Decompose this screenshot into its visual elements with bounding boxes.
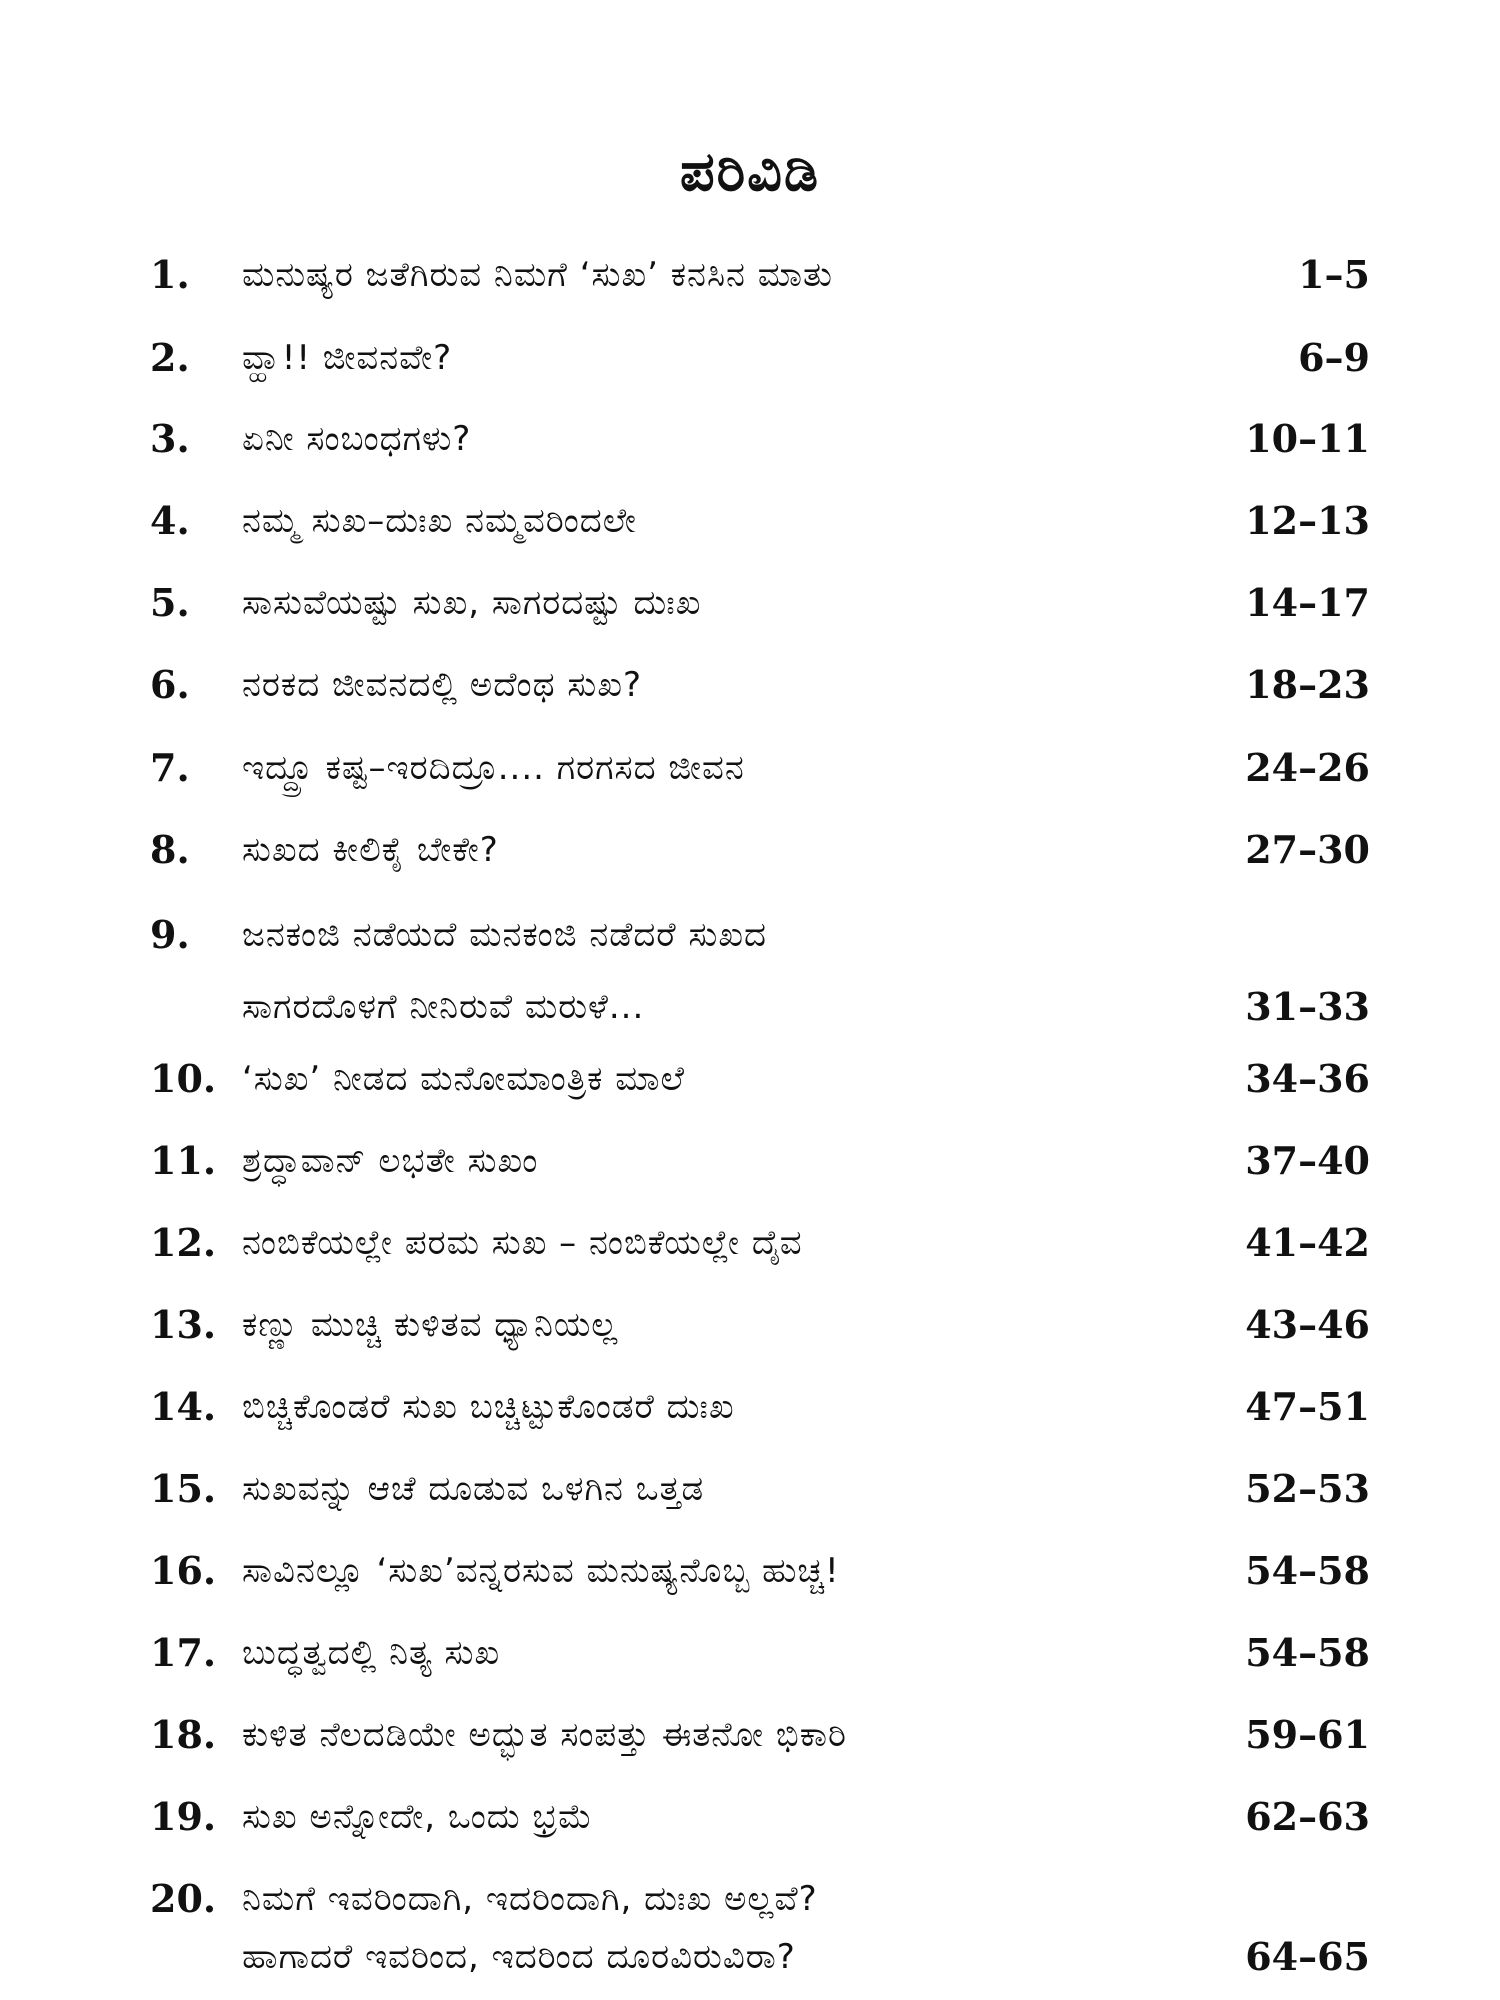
page-title: ಪರಿವಿಡಿ xyxy=(680,140,820,203)
entry-pages: 54–58 xyxy=(1245,1548,1370,1593)
entry-number: 15. xyxy=(150,1466,217,1511)
entry-title: ನಂಬಿಕೆಯಲ್ಲೇ ಪರಮ ಸುಖ – ನಂಬಿಕೆಯಲ್ಲೇ ದೈವ xyxy=(242,1223,803,1263)
entry-number: 5. xyxy=(150,580,190,625)
entry-title: ನರಕದ ಜೀವನದಲ್ಲಿ ಅದೆಂಥ ಸುಖ? xyxy=(242,665,643,705)
toc-entry xyxy=(150,1628,1370,1678)
entry-number: 14. xyxy=(150,1384,217,1429)
toc-entry xyxy=(150,1874,1370,1982)
entry-pages: 59–61 xyxy=(1245,1712,1370,1757)
toc-entry xyxy=(150,1218,1370,1268)
entry-number: 10. xyxy=(150,1056,217,1101)
toc-entry xyxy=(150,250,1370,300)
entry-title: ನಮ್ಮ ಸುಖ–ದುಃಖ ನಮ್ಮವರಿಂದಲೇ xyxy=(242,501,637,541)
entry-number: 19. xyxy=(150,1794,217,1839)
entry-title-continued: ಹಾಗಾದರೆ ಇವರಿಂದ, ಇದರಿಂದ ದೂರವಿರುವಿರಾ? xyxy=(242,1937,796,1977)
toc-entry xyxy=(150,825,1370,875)
entry-number: 1. xyxy=(150,252,190,297)
entry-title: ವ್ಹಾ!! ಜೀವನವೇ? xyxy=(242,338,453,378)
entry-number: 3. xyxy=(150,416,190,461)
entry-number: 4. xyxy=(150,498,190,543)
entry-pages: 24–26 xyxy=(1245,745,1370,790)
entry-pages: 12–13 xyxy=(1245,498,1370,543)
entry-title: ಬಿಚ್ಚಿಕೊಂಡರೆ ಸುಖ ಬಚ್ಚಿಟ್ಟುಕೊಂಡರೆ ದುಃಖ xyxy=(242,1387,735,1427)
toc-entry xyxy=(150,1136,1370,1186)
entry-title: ಕಣ್ಣು ಮುಚ್ಚಿ ಕುಳಿತವ ಧ್ಯಾನಿಯಲ್ಲ xyxy=(242,1305,619,1345)
toc-entry xyxy=(150,910,1370,1032)
entry-title: ‘ಸುಖ’ ನೀಡದ ಮನೋಮಾಂತ್ರಿಕ ಮಾಲೆ xyxy=(242,1059,685,1099)
entry-pages: 1–5 xyxy=(1298,252,1370,297)
entry-pages: 64–65 xyxy=(1245,1934,1370,1979)
entry-pages: 52–53 xyxy=(1245,1466,1370,1511)
toc-entry xyxy=(150,1382,1370,1432)
entry-number: 13. xyxy=(150,1302,217,1347)
entry-title: ನಿಮಗೆ ಇವರಿಂದಾಗಿ, ಇದರಿಂದಾಗಿ, ದುಃಖ ಅಲ್ಲವೆ? xyxy=(242,1879,818,1919)
entry-number: 9. xyxy=(150,912,190,957)
entry-number: 6. xyxy=(150,662,190,707)
entry-pages: 27–30 xyxy=(1245,827,1370,872)
toc-entry xyxy=(150,1546,1370,1596)
entry-title: ಸುಖ ಅನ್ನೋದೇ, ಒಂದು ಭ್ರಮೆ xyxy=(242,1797,593,1837)
toc-entry xyxy=(150,660,1370,710)
entry-title: ಜನಕಂಜಿ ನಡೆಯದೆ ಮನಕಂಜಿ ನಡೆದರೆ ಸುಖದ xyxy=(242,915,768,955)
toc-entry xyxy=(150,743,1370,793)
toc-entry xyxy=(150,1300,1370,1350)
entry-pages: 41–42 xyxy=(1245,1220,1370,1265)
entry-title: ಸುಖದ ಕೀಲಿಕೈ ಬೇಕೇ? xyxy=(242,830,499,870)
entry-title-continued: ಸಾಗರದೊಳಗೆ ನೀನಿರುವೆ ಮರುಳೆ... xyxy=(242,987,645,1027)
entry-pages: 43–46 xyxy=(1245,1302,1370,1347)
entry-pages: 62–63 xyxy=(1245,1794,1370,1839)
entry-number: 2. xyxy=(150,335,190,380)
entry-pages: 47–51 xyxy=(1245,1384,1370,1429)
entry-pages: 10–11 xyxy=(1245,416,1370,461)
entry-title: ಸುಖವನ್ನು ಆಚೆ ದೂಡುವ ಒಳಗಿನ ಒತ್ತಡ xyxy=(242,1469,705,1509)
toc-entry xyxy=(150,1792,1370,1842)
entry-pages: 37–40 xyxy=(1245,1138,1370,1183)
toc-entry xyxy=(150,1464,1370,1514)
toc-entry xyxy=(150,578,1370,628)
entry-pages: 18–23 xyxy=(1245,662,1370,707)
entry-number: 8. xyxy=(150,827,190,872)
toc-entry xyxy=(150,333,1370,383)
toc-entry xyxy=(150,1710,1370,1760)
entry-pages: 31–33 xyxy=(1245,984,1370,1029)
entry-number: 20. xyxy=(150,1876,217,1921)
entry-title: ಇದ್ದ್ರೂ ಕಷ್ಟ–ಇರದಿದ್ರೂ.... ಗರಗಸದ ಜೀವನ xyxy=(242,748,745,788)
entry-title: ಏನೀ ಸಂಬಂಧಗಳು? xyxy=(242,419,472,459)
toc-entry xyxy=(150,414,1370,464)
entry-pages: 6–9 xyxy=(1298,335,1370,380)
entry-number: 11. xyxy=(150,1138,217,1183)
entry-pages: 54–58 xyxy=(1245,1630,1370,1675)
entry-pages: 34–36 xyxy=(1245,1056,1370,1101)
entry-title: ಸಾಸುವೆಯಷ್ಟು ಸುಖ, ಸಾಗರದಷ್ಟು ದುಃಖ xyxy=(242,583,702,623)
entry-pages: 14–17 xyxy=(1245,580,1370,625)
entry-title: ಬುದ್ಧತ್ವದಲ್ಲಿ ನಿತ್ಯ ಸುಖ xyxy=(242,1633,501,1673)
entry-number: 7. xyxy=(150,745,190,790)
entry-number: 16. xyxy=(150,1548,217,1593)
entry-number: 17. xyxy=(150,1630,217,1675)
toc-entry xyxy=(150,496,1370,546)
entry-number: 18. xyxy=(150,1712,217,1757)
entry-title: ಸಾವಿನಲ್ಲೂ ‘ಸುಖ’ವನ್ನರಸುವ ಮನುಷ್ಯನೊಬ್ಬ ಹುಚ್ಚ! xyxy=(242,1551,840,1591)
entry-title: ಶ್ರದ್ಧಾವಾನ್ ಲಭತೇ ಸುಖಂ xyxy=(242,1141,539,1181)
entry-title: ಮನುಷ್ಯರ ಜತೆಗಿರುವ ನಿಮಗೆ ‘ಸುಖ’ ಕನಸಿನ ಮಾತು xyxy=(242,255,833,295)
toc-entry xyxy=(150,1054,1370,1104)
entry-title: ಕುಳಿತ ನೆಲದಡಿಯೇ ಅದ್ಭುತ ಸಂಪತ್ತು ಈತನೋ ಭಿಕಾರಿ xyxy=(242,1715,847,1755)
entry-number: 12. xyxy=(150,1220,217,1265)
